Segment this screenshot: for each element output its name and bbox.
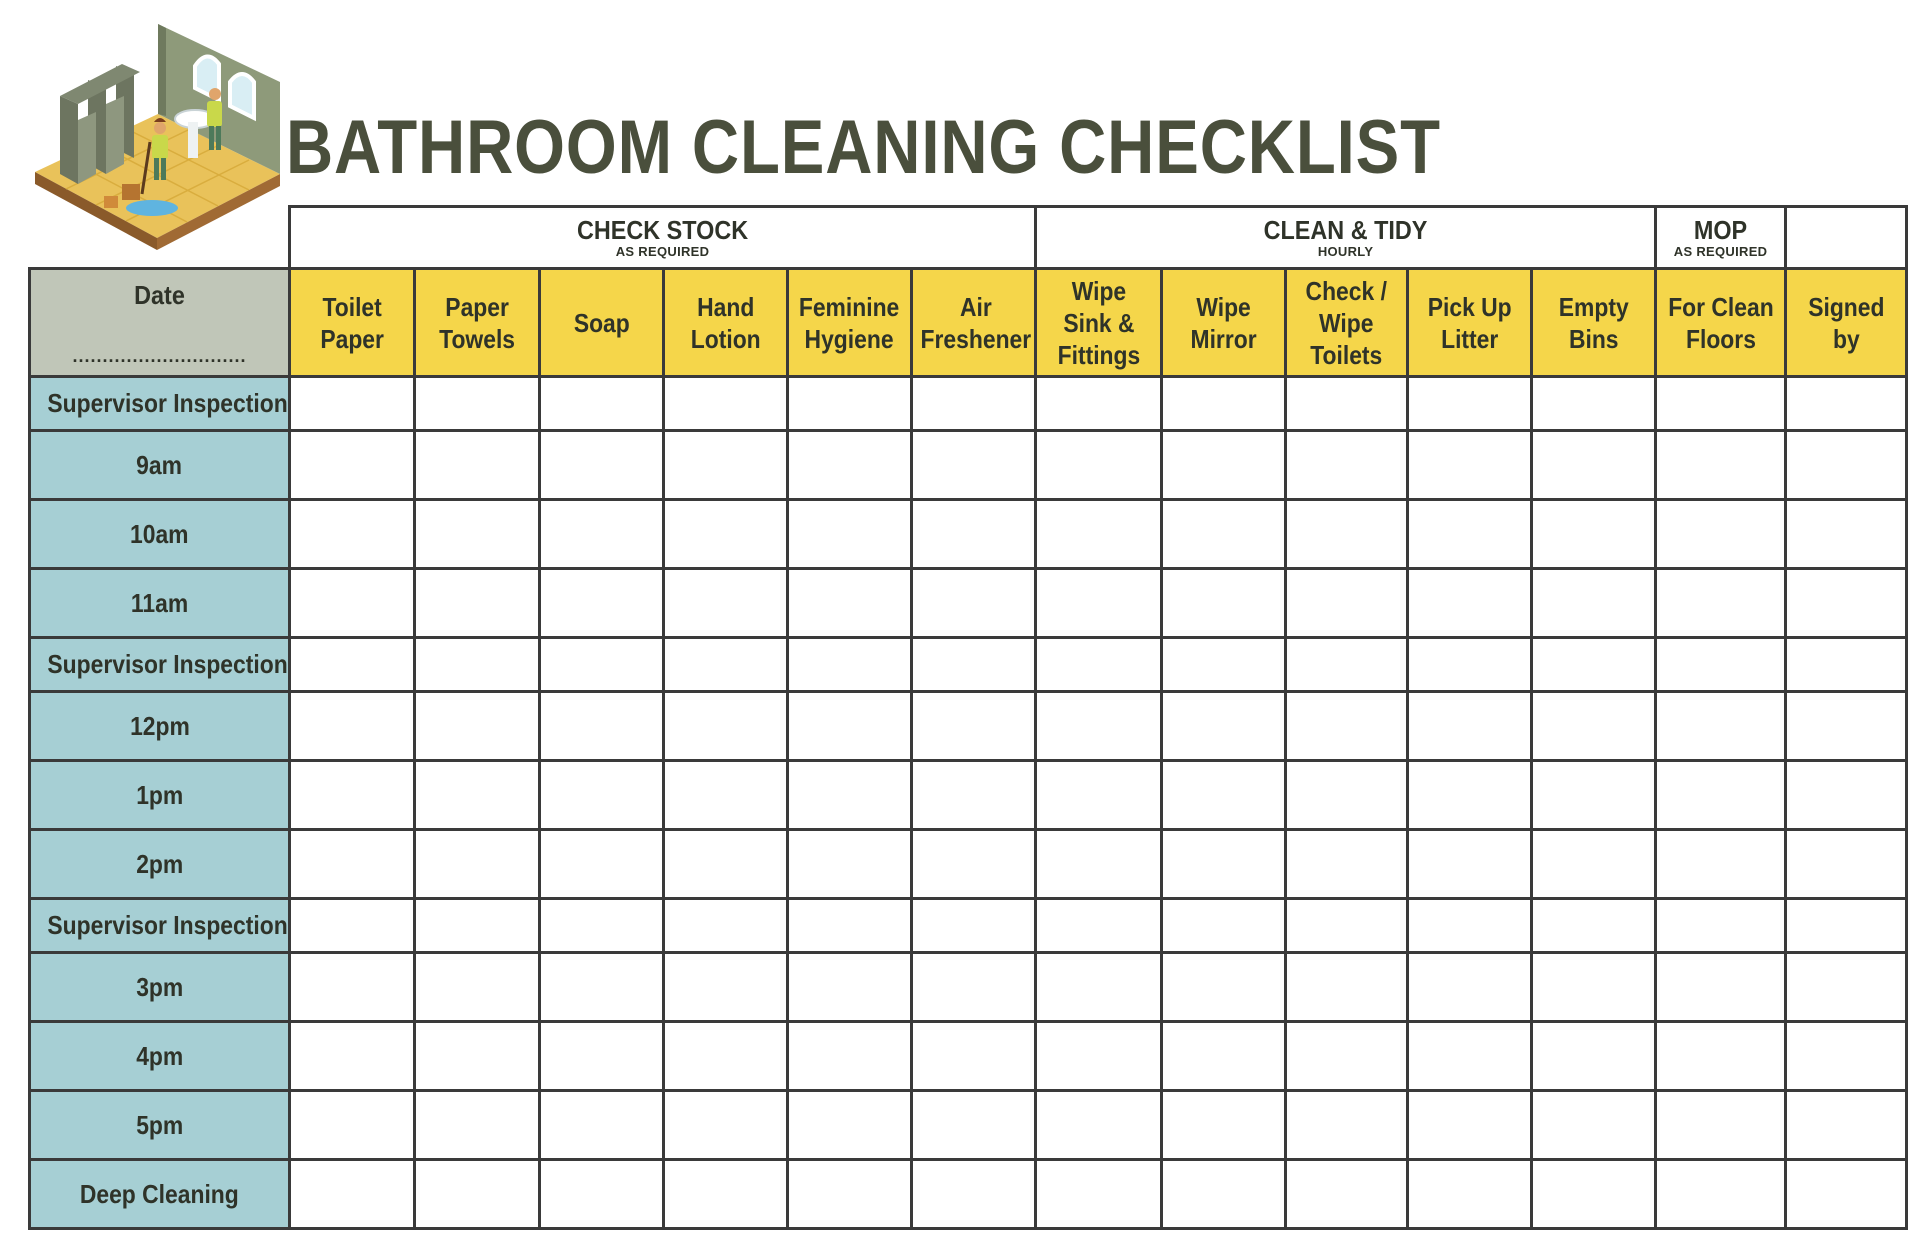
checklist-cell[interactable]: [1656, 500, 1786, 569]
checklist-cell[interactable]: [1532, 569, 1656, 638]
row-label-text: Supervisor Inspection: [47, 910, 288, 940]
checklist-cell[interactable]: [1532, 1022, 1656, 1091]
checklist-cell[interactable]: [1786, 830, 1907, 899]
checklist-cell[interactable]: [540, 953, 664, 1022]
checklist-cell[interactable]: [912, 899, 1036, 953]
group-clean-tidy: [1036, 207, 1656, 269]
table-row: [30, 377, 1907, 431]
checklist-cell[interactable]: [1532, 377, 1656, 431]
group-header-row: [30, 207, 1907, 269]
checklist-cell[interactable]: [1656, 953, 1786, 1022]
checklist-cell[interactable]: [1162, 830, 1286, 899]
table-row: [30, 830, 1907, 899]
checklist-cell[interactable]: [1786, 899, 1907, 953]
checklist-cell[interactable]: [788, 830, 912, 899]
checklist-cell[interactable]: [1286, 377, 1408, 431]
checklist-cell[interactable]: [415, 377, 540, 431]
checklist-cell[interactable]: [1408, 569, 1532, 638]
checklist-cell[interactable]: [788, 500, 912, 569]
checklist-cell[interactable]: [1408, 899, 1532, 953]
row-label-text: 3pm: [135, 971, 184, 1002]
checklist-cell[interactable]: [912, 431, 1036, 500]
checklist-cell[interactable]: [1286, 1160, 1408, 1229]
checklist-cell[interactable]: [1408, 830, 1532, 899]
checklist-cell[interactable]: [540, 761, 664, 830]
checklist-cell[interactable]: [912, 500, 1036, 569]
checklist-cell[interactable]: [540, 500, 664, 569]
row-label-text: Supervisor Inspection: [47, 388, 288, 418]
row-label: [30, 692, 290, 761]
checklist-cell[interactable]: [788, 1091, 912, 1160]
date-label: Date: [134, 280, 185, 310]
checklist-cell[interactable]: [664, 569, 788, 638]
checklist-cell[interactable]: [290, 953, 415, 1022]
checklist-cell[interactable]: [912, 377, 1036, 431]
checklist-cell[interactable]: [912, 830, 1036, 899]
checklist-cell[interactable]: [1162, 431, 1286, 500]
page-title: BATHROOM CLEANING CHECKLIST: [286, 105, 1441, 190]
checklist-cell[interactable]: [1286, 830, 1408, 899]
row-label: [30, 1091, 290, 1160]
column-header: [664, 269, 788, 377]
column-header-label: Soap: [573, 307, 630, 338]
column-header-label: Paper Towels: [439, 291, 515, 354]
checklist-cell[interactable]: [664, 431, 788, 500]
checklist-cell[interactable]: [788, 1022, 912, 1091]
checklist-cell[interactable]: [1656, 431, 1786, 500]
row-label-text: 1pm: [135, 779, 184, 810]
checklist-cell[interactable]: [788, 761, 912, 830]
checklist-cell[interactable]: [1656, 569, 1786, 638]
checklist-cell[interactable]: [415, 638, 540, 692]
checklist-cell[interactable]: [1036, 431, 1162, 500]
checklist-cell[interactable]: [1532, 953, 1656, 1022]
checklist-cell[interactable]: [664, 500, 788, 569]
checklist-cell[interactable]: [290, 1160, 415, 1229]
checklist-cell[interactable]: [664, 830, 788, 899]
checklist-cell[interactable]: [1286, 500, 1408, 569]
checklist-cell[interactable]: [1656, 1022, 1786, 1091]
group-title: MOP: [1693, 214, 1748, 245]
column-header: [1656, 269, 1786, 377]
checklist-cell[interactable]: [1036, 953, 1162, 1022]
table-row: [30, 692, 1907, 761]
checklist-cell[interactable]: [290, 431, 415, 500]
column-header: [1162, 269, 1286, 377]
checklist-cell[interactable]: [1408, 692, 1532, 761]
row-label: [30, 830, 290, 899]
checklist-cell[interactable]: [1786, 431, 1907, 500]
checklist-cell[interactable]: [1532, 1160, 1656, 1229]
group-subtitle: AS REQUIRED: [1673, 243, 1768, 259]
row-label: [30, 569, 290, 638]
checklist-cell[interactable]: [1036, 1091, 1162, 1160]
checklist-cell[interactable]: [1786, 953, 1907, 1022]
group-title: CLEAN & TIDY: [1263, 214, 1428, 245]
checklist-cell[interactable]: [540, 377, 664, 431]
checklist-cell[interactable]: [1656, 899, 1786, 953]
table-row: [30, 1160, 1907, 1229]
checklist-cell[interactable]: [1408, 1091, 1532, 1160]
checklist-cell[interactable]: [290, 1022, 415, 1091]
checklist-cell[interactable]: [1532, 500, 1656, 569]
checklist-cell[interactable]: [1786, 1091, 1907, 1160]
column-header: [1286, 269, 1408, 377]
checklist-cell[interactable]: [1286, 953, 1408, 1022]
checklist-cell[interactable]: [1786, 569, 1907, 638]
row-label: [30, 761, 290, 830]
checklist-cell[interactable]: [1786, 500, 1907, 569]
checklist-cell[interactable]: [912, 692, 1036, 761]
checklist-cell[interactable]: [540, 899, 664, 953]
cleaning-checklist-table: [28, 205, 1908, 1230]
checklist-cell[interactable]: [540, 569, 664, 638]
group-header-spacer: [30, 207, 290, 269]
checklist-cell[interactable]: [1786, 692, 1907, 761]
row-label: [30, 1022, 290, 1091]
checklist-cell[interactable]: [415, 953, 540, 1022]
table-row: [30, 569, 1907, 638]
column-header-label: Wipe Mirror: [1190, 291, 1257, 354]
checklist-cell[interactable]: [1656, 830, 1786, 899]
checklist-cell[interactable]: [1162, 1091, 1286, 1160]
checklist-cell[interactable]: [290, 899, 415, 953]
checklist-cell[interactable]: [1532, 899, 1656, 953]
checklist-cell[interactable]: [912, 569, 1036, 638]
checklist-cell[interactable]: [788, 1160, 912, 1229]
column-header-label: Empty Bins: [1558, 291, 1629, 354]
row-label-text: 4pm: [135, 1040, 184, 1071]
checklist-cell[interactable]: [664, 377, 788, 431]
column-header-label: Signed by: [1807, 291, 1885, 354]
checklist-cell[interactable]: [664, 761, 788, 830]
checklist-cell[interactable]: [1408, 377, 1532, 431]
column-header-label: Wipe Sink & Fittings: [1057, 275, 1140, 370]
checklist-cell[interactable]: [664, 692, 788, 761]
checklist-cell[interactable]: [1036, 830, 1162, 899]
column-header: [540, 269, 664, 377]
checklist-cell[interactable]: [788, 953, 912, 1022]
checklist-cell[interactable]: [1162, 638, 1286, 692]
checklist-cell[interactable]: [1286, 692, 1408, 761]
table-row: [30, 1091, 1907, 1160]
checklist-cell[interactable]: [1036, 377, 1162, 431]
checklist-cell[interactable]: [415, 899, 540, 953]
checklist-cell[interactable]: [664, 1160, 788, 1229]
column-header: [1786, 269, 1907, 377]
checklist-cell[interactable]: [290, 1091, 415, 1160]
checklist-cell[interactable]: [290, 569, 415, 638]
column-header: [1532, 269, 1656, 377]
row-label: [30, 899, 290, 953]
row-label-text: 11am: [130, 587, 189, 618]
row-label-text: 5pm: [135, 1109, 184, 1140]
checklist-cell[interactable]: [912, 638, 1036, 692]
table-row: [30, 953, 1907, 1022]
checklist-cell[interactable]: [415, 830, 540, 899]
checklist-cell[interactable]: [912, 953, 1036, 1022]
column-header: [290, 269, 415, 377]
checklist-cell[interactable]: [1286, 899, 1408, 953]
column-header: [788, 269, 912, 377]
table-row: [30, 899, 1907, 953]
checklist-cell[interactable]: [1286, 761, 1408, 830]
row-label: [30, 953, 290, 1022]
column-header-label: Toilet Paper: [320, 291, 384, 354]
checklist-cell[interactable]: [540, 431, 664, 500]
checklist-cell[interactable]: [1162, 692, 1286, 761]
row-label-text: 12pm: [129, 710, 190, 741]
checklist-cell[interactable]: [290, 638, 415, 692]
checklist-cell[interactable]: [1786, 1160, 1907, 1229]
checklist-cell[interactable]: [1532, 761, 1656, 830]
row-label-text: Deep Cleaning: [80, 1178, 239, 1209]
checklist-cell[interactable]: [1656, 761, 1786, 830]
checklist-cell[interactable]: [788, 377, 912, 431]
checklist-cell[interactable]: [290, 761, 415, 830]
checklist-cell[interactable]: [1286, 569, 1408, 638]
checklist-cell[interactable]: [540, 692, 664, 761]
checklist-cell[interactable]: [1786, 1022, 1907, 1091]
checklist-cell[interactable]: [290, 377, 415, 431]
checklist-cell[interactable]: [1286, 638, 1408, 692]
column-header: [415, 269, 540, 377]
row-label: [30, 638, 290, 692]
checklist-body: [30, 377, 1907, 1229]
checklist-cell[interactable]: [1656, 638, 1786, 692]
checklist-cell[interactable]: [290, 692, 415, 761]
column-header-label: Air Freshener: [920, 291, 1032, 354]
row-label: [30, 1160, 290, 1229]
checklist-cell[interactable]: [415, 500, 540, 569]
checklist-cell[interactable]: [664, 1091, 788, 1160]
table-row: [30, 500, 1907, 569]
checklist-cell[interactable]: [664, 899, 788, 953]
checklist-cell[interactable]: [540, 830, 664, 899]
checklist-cell[interactable]: [1036, 1022, 1162, 1091]
table-row: [30, 638, 1907, 692]
checklist-cell[interactable]: [1162, 377, 1286, 431]
checklist-cell[interactable]: [1656, 1160, 1786, 1229]
checklist-cell[interactable]: [1532, 431, 1656, 500]
checklist-cell[interactable]: [664, 1022, 788, 1091]
column-header: [1408, 269, 1532, 377]
checklist-cell[interactable]: [415, 1091, 540, 1160]
table-row: [30, 1022, 1907, 1091]
checklist-cell[interactable]: [415, 431, 540, 500]
group-title: CHECK STOCK: [576, 214, 749, 245]
checklist-cell[interactable]: [1286, 431, 1408, 500]
checklist-cell[interactable]: [788, 692, 912, 761]
date-header: [30, 269, 290, 377]
checklist-cell[interactable]: [1162, 953, 1286, 1022]
checklist-cell[interactable]: [1036, 569, 1162, 638]
checklist-cell[interactable]: [1532, 830, 1656, 899]
checklist-cell[interactable]: [1286, 1022, 1408, 1091]
checklist-cell[interactable]: [912, 761, 1036, 830]
column-header-label: Check / Wipe Toilets: [1305, 275, 1388, 370]
column-header-label: Hand Lotion: [690, 291, 761, 354]
checklist-cell[interactable]: [1532, 638, 1656, 692]
checklist-cell[interactable]: [415, 1022, 540, 1091]
checklist-cell[interactable]: [540, 1022, 664, 1091]
table-row: [30, 431, 1907, 500]
checklist-cell[interactable]: [912, 1022, 1036, 1091]
row-label: [30, 500, 290, 569]
group-signed-spacer: [1786, 207, 1907, 269]
checklist-cell[interactable]: [415, 692, 540, 761]
date-fill-line[interactable]: .............................: [72, 346, 247, 366]
checklist-cell[interactable]: [1532, 692, 1656, 761]
checklist-cell[interactable]: [664, 953, 788, 1022]
checklist-cell[interactable]: [1036, 692, 1162, 761]
checklist-cell[interactable]: [1786, 638, 1907, 692]
checklist-cell[interactable]: [540, 1091, 664, 1160]
checklist-cell[interactable]: [1162, 761, 1286, 830]
checklist-cell[interactable]: [1532, 1091, 1656, 1160]
checklist-cell[interactable]: [1408, 761, 1532, 830]
row-label-text: Supervisor Inspection: [47, 649, 288, 679]
checklist-cell[interactable]: [1408, 500, 1532, 569]
checklist-cell[interactable]: [1036, 761, 1162, 830]
column-header: [1036, 269, 1162, 377]
checklist-cell[interactable]: [1656, 1091, 1786, 1160]
checklist-cell[interactable]: [1036, 899, 1162, 953]
checklist-cell[interactable]: [415, 1160, 540, 1229]
checklist-cell[interactable]: [664, 638, 788, 692]
checklist-cell[interactable]: [1786, 761, 1907, 830]
checklist-cell[interactable]: [1162, 899, 1286, 953]
checklist-cell[interactable]: [1408, 953, 1532, 1022]
row-label-text: 9am: [136, 449, 183, 480]
checklist-cell[interactable]: [1036, 1160, 1162, 1229]
group-check-stock: [290, 207, 1036, 269]
checklist-cell[interactable]: [1408, 1160, 1532, 1229]
checklist-cell[interactable]: [1408, 1022, 1532, 1091]
checklist-cell[interactable]: [540, 638, 664, 692]
checklist-cell[interactable]: [912, 1091, 1036, 1160]
column-header: [912, 269, 1036, 377]
column-header-label: Pick Up Litter: [1427, 291, 1512, 354]
table-row: [30, 761, 1907, 830]
checklist-cell[interactable]: [1408, 638, 1532, 692]
row-label-text: 2pm: [135, 848, 184, 879]
checklist-cell[interactable]: [1162, 1160, 1286, 1229]
checklist-cell[interactable]: [1036, 500, 1162, 569]
checklist-cell[interactable]: [1408, 431, 1532, 500]
checklist-cell[interactable]: [788, 569, 912, 638]
group-mop: [1656, 207, 1786, 269]
checklist-cell[interactable]: [540, 1160, 664, 1229]
checklist-cell[interactable]: [788, 638, 912, 692]
checklist-cell[interactable]: [1162, 500, 1286, 569]
checklist-cell[interactable]: [415, 761, 540, 830]
checklist-cell[interactable]: [1286, 1091, 1408, 1160]
column-header-label: For Clean Floors: [1667, 291, 1774, 354]
checklist-cell[interactable]: [415, 569, 540, 638]
checklist-cell[interactable]: [1656, 377, 1786, 431]
checklist-cell[interactable]: [788, 431, 912, 500]
row-label: [30, 431, 290, 500]
checklist-cell[interactable]: [1162, 1022, 1286, 1091]
row-label: [30, 377, 290, 431]
column-header-row: [30, 269, 1907, 377]
checklist-cell[interactable]: [290, 500, 415, 569]
checklist-cell[interactable]: [1036, 638, 1162, 692]
column-header-label: Feminine Hygiene: [799, 291, 900, 354]
checklist-cell[interactable]: [1656, 692, 1786, 761]
row-label-text: 10am: [130, 518, 189, 549]
checklist-cell[interactable]: [788, 899, 912, 953]
checklist-cell[interactable]: [912, 1160, 1036, 1229]
checklist-cell[interactable]: [290, 830, 415, 899]
checklist-cell[interactable]: [1162, 569, 1286, 638]
group-subtitle: AS REQUIRED: [615, 243, 710, 259]
group-subtitle: HOURLY: [1317, 243, 1374, 259]
checklist-cell[interactable]: [1786, 377, 1907, 431]
